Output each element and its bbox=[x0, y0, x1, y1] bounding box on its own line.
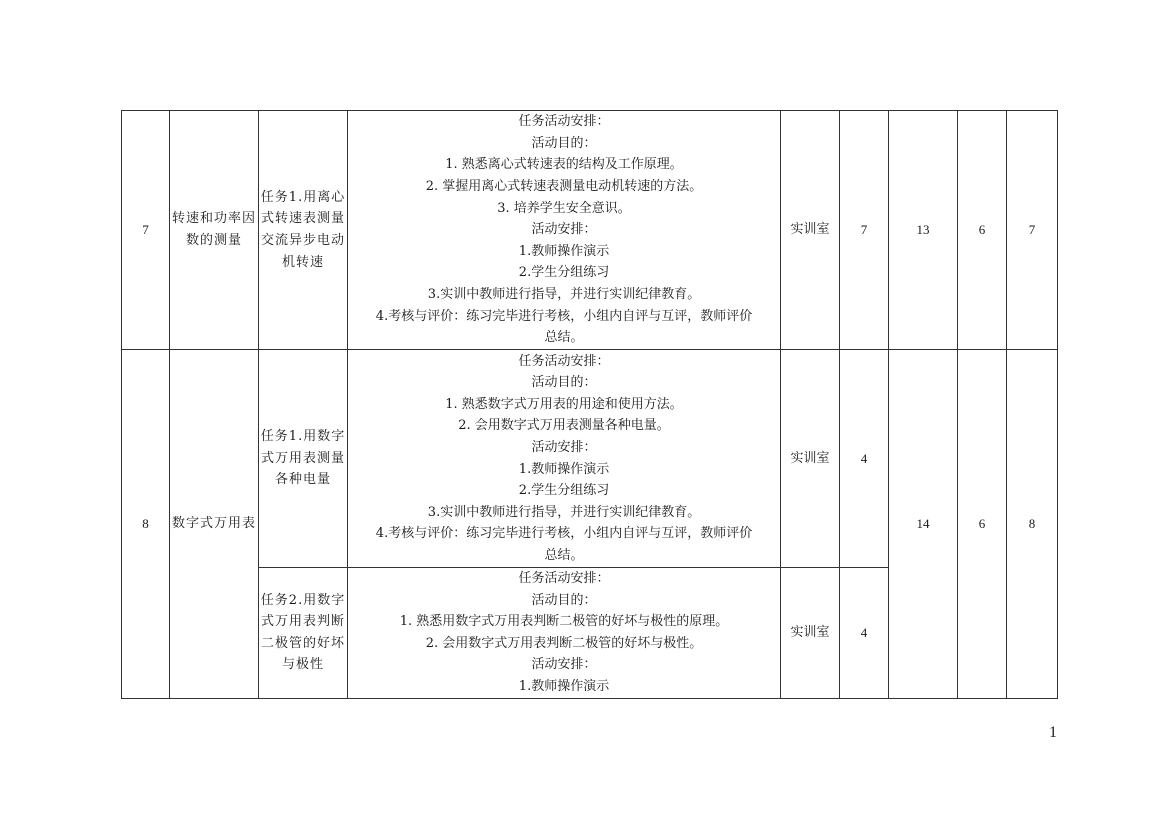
detail-line: 1. 熟悉用数字式万用表判断二极管的好坏与极性的原理。 bbox=[399, 614, 729, 630]
task-details bbox=[348, 111, 781, 350]
page-number: 1 bbox=[1049, 724, 1057, 741]
detail-line: 2. 会用数字式万用表判断二极管的好坏与极性。 bbox=[425, 635, 703, 651]
task-hours: 7 bbox=[840, 111, 889, 350]
table-row bbox=[122, 350, 1058, 568]
week-number: 14 bbox=[889, 350, 958, 699]
detail-line: 总结。 bbox=[544, 330, 584, 346]
location: 实训室 bbox=[781, 111, 840, 350]
column-b-value: 8 bbox=[1007, 350, 1058, 699]
task-name: 任务1.用离心式转速表测量交流异步电动机转速 bbox=[259, 111, 348, 350]
detail-line: 3.实训中教师进行指导，并进行实训纪律教育。 bbox=[427, 504, 701, 520]
detail-line: 1.教师操作演示 bbox=[518, 243, 610, 259]
detail-line: 活动目的： bbox=[531, 135, 597, 151]
project-name: 数字式万用表 bbox=[170, 350, 259, 699]
project-name: 转速和功率因数的测量 bbox=[170, 111, 259, 350]
detail-line: 任务活动安排： bbox=[518, 571, 610, 586]
detail-line: 任务活动安排： bbox=[518, 353, 610, 369]
column-b-value: 7 bbox=[1007, 111, 1058, 350]
detail-line: 2.学生分组练习 bbox=[518, 265, 610, 281]
task-hours: 4 bbox=[840, 350, 889, 568]
task-name: 任务2.用数字式万用表判断二极管的好坏与极性 bbox=[259, 568, 348, 699]
task-name: 任务1.用数字式万用表测量各种电量 bbox=[259, 350, 348, 568]
detail-line: 3.实训中教师进行指导，并进行实训纪律教育。 bbox=[427, 286, 701, 302]
location: 实训室 bbox=[781, 568, 840, 699]
detail-line: 活动安排： bbox=[531, 439, 597, 455]
detail-line: 1.教师操作演示 bbox=[518, 461, 610, 477]
detail-line: 2. 掌握用离心式转速表测量电动机转速的方法。 bbox=[425, 179, 703, 195]
detail-line: 1. 熟悉数字式万用表的用途和使用方法。 bbox=[445, 396, 683, 412]
row-index: 7 bbox=[122, 111, 170, 350]
teaching-plan-table bbox=[121, 110, 1058, 699]
detail-line: 4.考核与评价：练习完毕进行考核，小组内自评与互评，教师评价 bbox=[375, 526, 753, 542]
detail-line: 1. 熟悉离心式转速表的结构及工作原理。 bbox=[445, 157, 683, 173]
table-row bbox=[122, 111, 1058, 350]
detail-line: 4.考核与评价：练习完毕进行考核，小组内自评与互评，教师评价 bbox=[375, 308, 753, 324]
task-details bbox=[348, 350, 781, 568]
detail-line: 活动目的： bbox=[531, 592, 597, 608]
row-index: 8 bbox=[122, 350, 170, 699]
detail-line: 任务活动安排： bbox=[518, 114, 610, 130]
week-number: 13 bbox=[889, 111, 958, 350]
column-a-value: 6 bbox=[958, 111, 1007, 350]
task-details bbox=[348, 568, 781, 699]
location: 实训室 bbox=[781, 350, 840, 568]
detail-line: 活动安排： bbox=[531, 222, 597, 238]
task-hours: 4 bbox=[840, 568, 889, 699]
detail-line: 2.学生分组练习 bbox=[518, 483, 610, 499]
detail-line: 总结。 bbox=[544, 547, 584, 563]
detail-line: 活动目的： bbox=[531, 375, 597, 391]
detail-line: 3. 培养学生安全意识。 bbox=[497, 200, 631, 216]
detail-line: 1.教师操作演示 bbox=[518, 678, 610, 694]
column-a-value: 6 bbox=[958, 350, 1007, 699]
detail-line: 2. 会用数字式万用表测量各种电量。 bbox=[458, 418, 670, 434]
detail-line: 活动安排： bbox=[531, 657, 597, 673]
